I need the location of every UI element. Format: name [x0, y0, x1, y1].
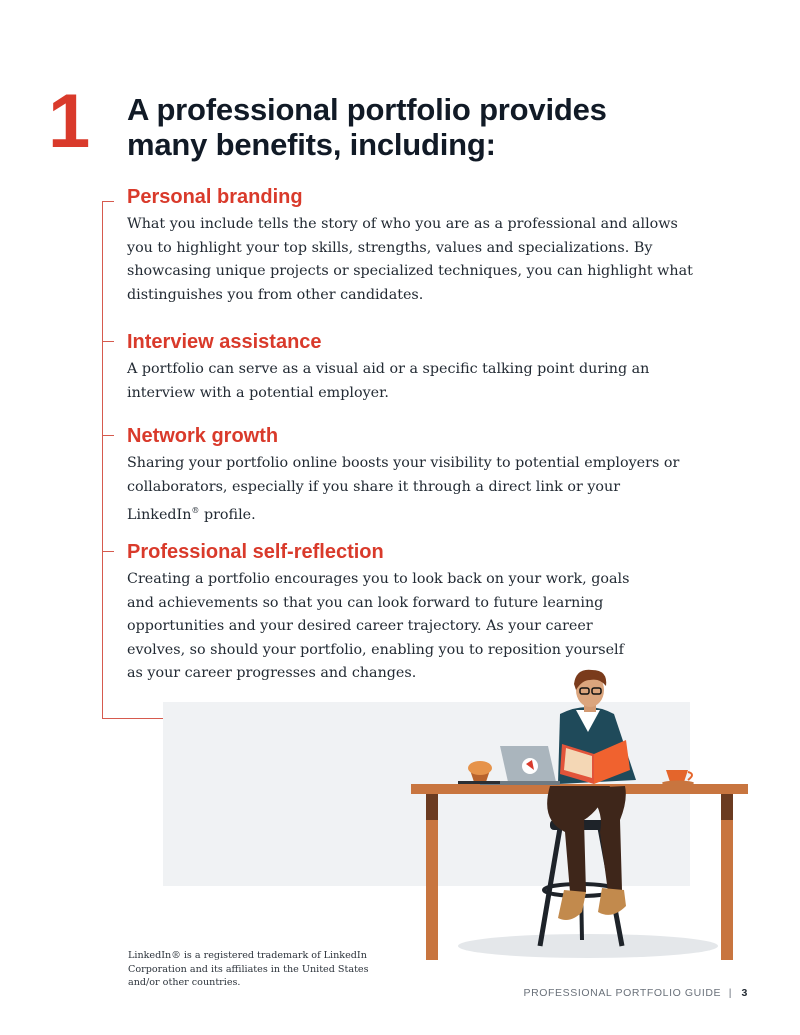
bracket-tick	[102, 435, 114, 436]
page-number: 3	[741, 987, 748, 999]
trademark-footnote: LinkedIn® is a registered trademark of LinkedIn Corporation and its affiliates in the United States and/or other countries.	[128, 950, 369, 988]
page-footer	[523, 987, 748, 999]
benefit-body	[127, 452, 697, 527]
man-reading-at-desk-illustration	[400, 660, 760, 980]
bracket-line	[102, 201, 103, 719]
benefit-personal-branding	[127, 185, 697, 307]
benefit-heading: Interview assistance	[127, 331, 322, 353]
guide-name: PROFESSIONAL PORTFOLIO GUIDE	[523, 987, 722, 999]
registered-mark: ®	[191, 506, 200, 515]
benefit-body-text-end: profile.	[199, 506, 256, 523]
footer-separator: |	[728, 987, 733, 999]
page-title-line-2: many benefits, including:	[127, 127, 496, 162]
benefit-body: What you include tells the story of who you are as a professional and allows you to highlight your top skills, strengths, values and specializations. By showcasing unique projects or specialized techniques, you can highlight what distinguishes you from other candidates.	[127, 216, 693, 303]
section-number: 1	[48, 79, 91, 164]
bracket-tick	[102, 551, 114, 552]
benefit-body: A portfolio can serve as a visual aid or a specific talking point during an interview with a potential employer.	[127, 361, 650, 401]
bracket-tick	[102, 341, 114, 342]
benefit-heading: Network growth	[127, 425, 279, 447]
benefit-interview-assistance	[127, 330, 697, 405]
benefit-network-growth	[127, 424, 697, 527]
benefit-body-text: Sharing your portfolio online boosts your visibility to potential employers or collaborators, especially if you share it through a direct link or your LinkedIn	[127, 455, 680, 523]
benefit-body: Creating a portfolio encourages you to look back on your work, goals and achievements so that you can look forward to future learning opportunities and your desired career trajectory. As your career evolves, so should your portfolio, enabling you to reposition yourself as your career progresses and changes.	[127, 571, 630, 681]
benefit-heading: Professional self-reflection	[127, 541, 384, 563]
benefit-heading: Personal branding	[127, 186, 303, 208]
bracket-tick	[102, 201, 114, 202]
page-title-line-1: A professional portfolio provides	[127, 92, 607, 127]
page-title	[127, 92, 687, 162]
